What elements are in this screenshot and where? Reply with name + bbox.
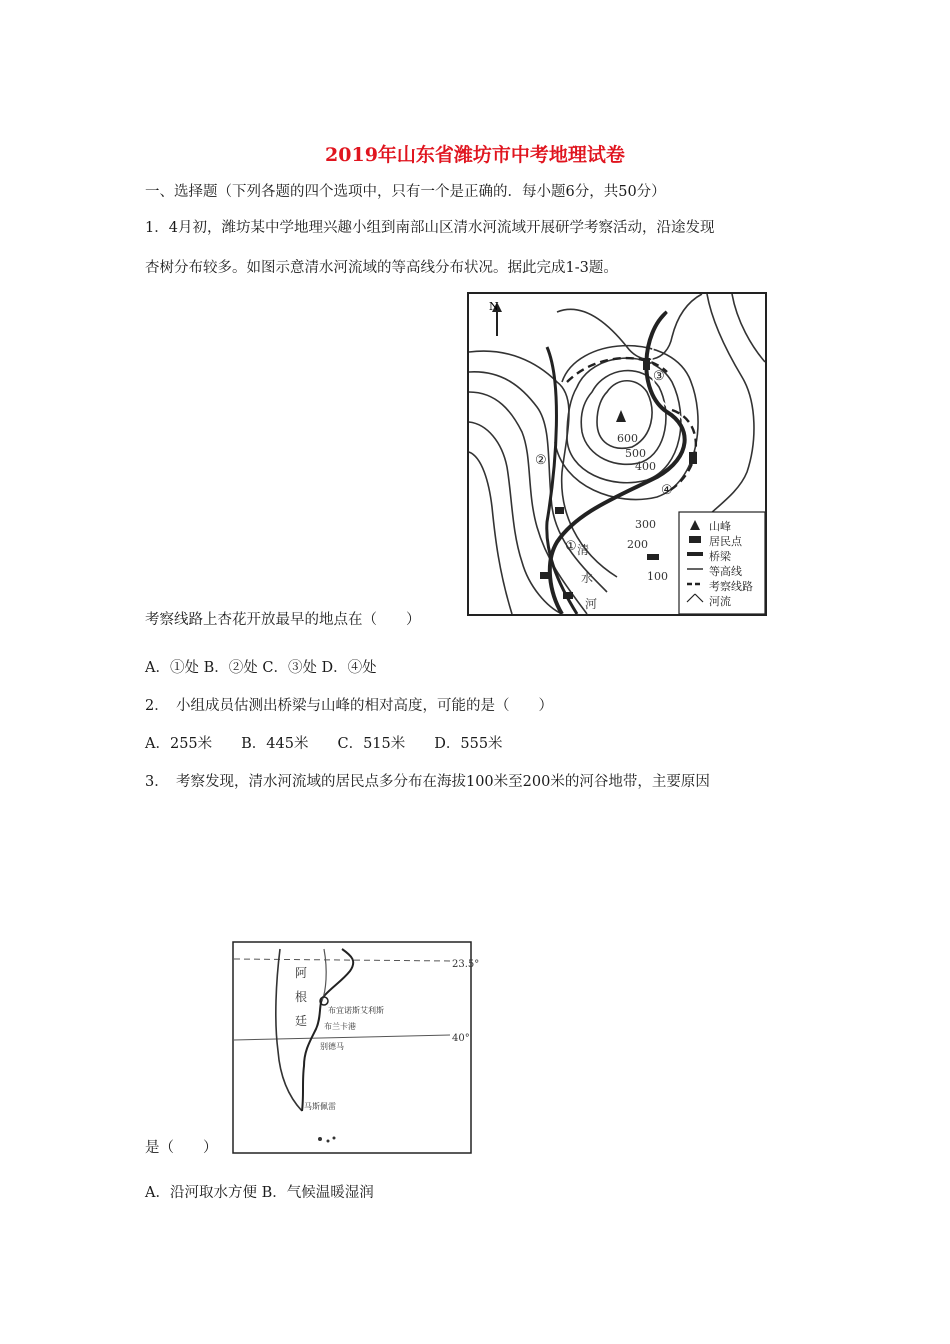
argentina-map (232, 941, 480, 1154)
contour-label: 200 (627, 538, 648, 551)
country-char: 廷 (295, 1014, 308, 1028)
q3-stem: 3． 考察发现，清水河流域的居民点多分布在海拔100米至200米的河谷地带，主要原因 (145, 774, 710, 790)
point-label: ② (535, 453, 547, 468)
legend-label: 山峰 (709, 520, 731, 533)
page-title: 2019年山东省潍坊市中考地理试卷 (325, 144, 625, 166)
river-name-char: 水 (581, 571, 594, 585)
contour-label: 600 (617, 432, 638, 445)
q3-options: A．沿河取水方便 B．气候温暖湿润 (145, 1185, 374, 1201)
country-char: 阿 (295, 966, 308, 980)
contour-label: 400 (635, 460, 656, 473)
legend-settlement-icon (689, 536, 701, 543)
contour-label: 500 (625, 447, 646, 460)
contour-label: 300 (635, 518, 656, 531)
latitude-label: 23.5° (452, 959, 480, 970)
legend-box (679, 512, 765, 614)
q2-options: A．255米 B．445米 C．515米 D．555米 (145, 736, 503, 752)
contour-map (467, 292, 767, 616)
point-label: ① (565, 539, 577, 554)
legend-label: 桥梁 (709, 550, 731, 563)
q1-options: A．①处 B．②处 C．③处 D．④处 (145, 660, 377, 676)
city-label: 别德马 (320, 1042, 344, 1051)
north-label: N (489, 300, 499, 313)
city-label: 马斯佩雷 (304, 1102, 336, 1111)
q1-stem: 考察线路上杏花开放最早的地点在（ ） (145, 612, 421, 628)
legend-label: 河流 (709, 595, 731, 608)
point-label: ③ (653, 369, 665, 384)
q1-text-line1: 1．4月初，潍坊某中学地理兴趣小组到南部山区清水河流域开展研学考察活动，沿途发现 (145, 220, 715, 236)
river-name-char: 清 (577, 543, 590, 557)
contour-label: 100 (647, 570, 668, 583)
city-label: 布宜诺斯艾利斯 (328, 1006, 384, 1015)
section-heading: 一、选择题（下列各题的四个选项中，只有一个是正确的．每小题6分，共50分） (145, 184, 666, 200)
q1-text-line2: 杏树分布较多。如图示意清水河流域的等高线分布状况。据此完成1-3题。 (145, 260, 618, 276)
legend-label: 考察线路 (709, 580, 753, 593)
country-char: 根 (295, 990, 308, 1004)
city-label: 布兰卡港 (324, 1022, 356, 1031)
q3-stem-end: 是（ ） (145, 1140, 218, 1156)
legend-label: 等高线 (709, 565, 742, 578)
latitude-label: 40° (452, 1033, 470, 1044)
q2-stem: 2． 小组成员估测出桥梁与山峰的相对高度，可能的是（ ） (145, 698, 553, 714)
legend-label: 居民点 (709, 535, 742, 548)
point-label: ④ (661, 483, 673, 498)
river-name-char: 河 (585, 597, 598, 611)
